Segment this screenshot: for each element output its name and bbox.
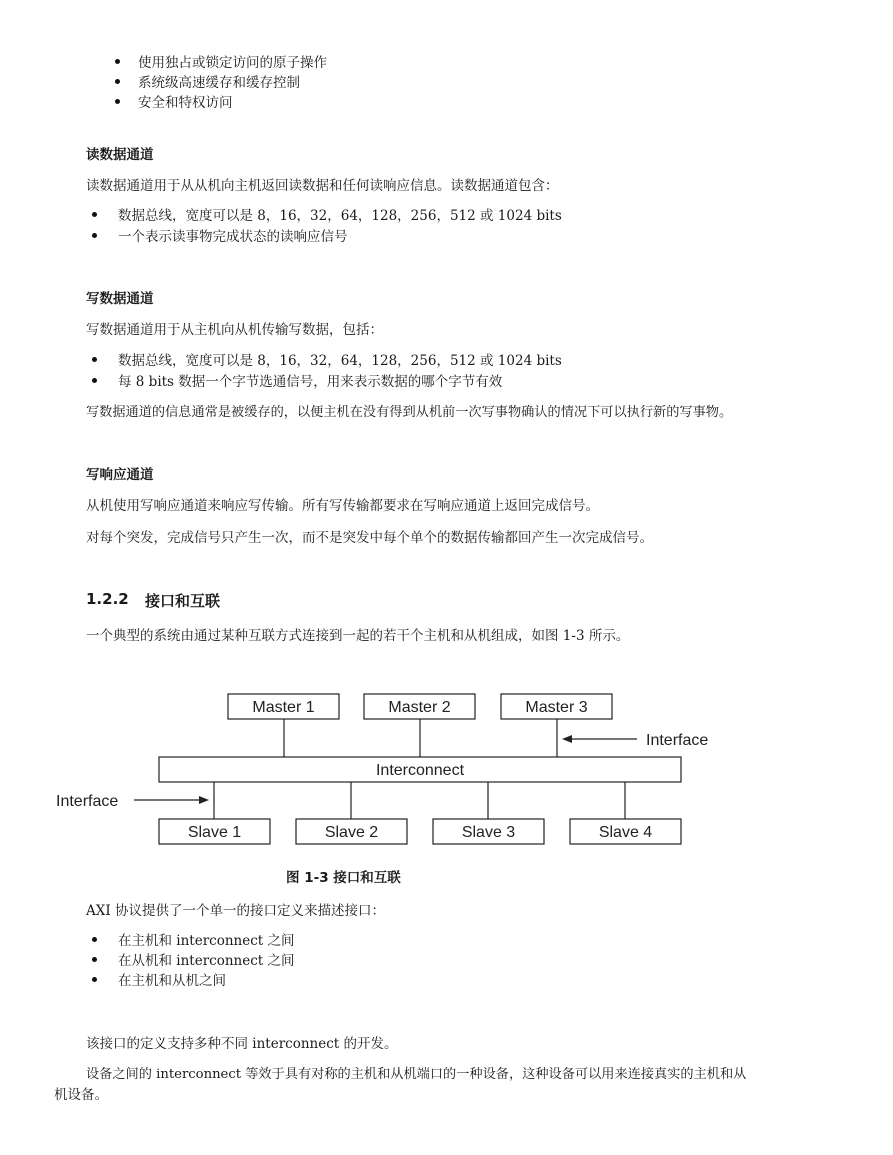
master-3-node: [501, 694, 612, 719]
axi-para1: 该接口的定义支持多种不同 interconnect 的开发。: [86, 1036, 398, 1052]
list-item: 在主机和从机之间: [118, 973, 226, 989]
axi-para2-line2: 机设备。: [54, 1087, 108, 1103]
list-item: 数据总线，宽度可以是 8，16，32，64，128，256，512 或 1024 bits: [118, 353, 562, 369]
slave-3-label: Slave 3: [461, 824, 516, 841]
slave-4-node: [570, 819, 681, 844]
section-title: 接口和互联: [145, 592, 221, 610]
interconnect-label: Interconnect: [375, 762, 465, 779]
read-channel-intro: 读数据通道用于从从机向主机返回读数据和任何读响应信息。读数据通道包含：: [86, 178, 559, 194]
write-channel-note: 写数据通道的信息通常是被缓存的，以便主机在没有得到从机前一次写事物确认的情况下可以执行新的写事物。: [86, 405, 733, 420]
interface-label-left: Interface: [56, 793, 119, 810]
section-number: 1.2.2: [86, 590, 129, 608]
write-channel-intro: 写数据通道用于从主机向从机传输写数据，包括：: [86, 322, 383, 338]
response-channel-para2: 对每个突发，完成信号只产生一次，而不是突发中每个单个的数据传输都回产生一次完成信号。: [86, 530, 653, 546]
slave-1-node: [159, 819, 270, 844]
list-item: 安全和特权访问: [138, 95, 233, 111]
slave-2-node: [296, 819, 407, 844]
list-item: 在主机和 interconnect 之间: [118, 933, 295, 949]
bullet-dot: [92, 977, 97, 982]
section-intro: 一个典型的系统由通过某种互联方式连接到一起的若干个主机和从机组成，如图 1-3 所示。: [86, 628, 630, 644]
master-1-label: Master 1: [252, 699, 315, 716]
list-item: 系统级高速缓存和缓存控制: [138, 75, 300, 91]
slave-3-node: [433, 819, 544, 844]
interface-label-right: Interface: [646, 732, 709, 749]
read-channel-heading: 读数据通道: [86, 147, 154, 163]
bullet-dot: [92, 937, 97, 942]
interconnect-bar: [159, 757, 681, 782]
list-item: 每 8 bits 数据一个字节选通信号，用来表示数据的哪个字节有效: [118, 374, 503, 390]
list-item: 使用独占或锁定访问的原子操作: [138, 55, 327, 71]
response-channel-para1: 从机使用写响应通道来响应写传输。所有写传输都要求在写响应通道上返回完成信号。: [86, 498, 599, 514]
response-channel-heading: 写响应通道: [86, 467, 154, 483]
interface-arrow-right: [562, 735, 637, 743]
master-1-node: [228, 694, 339, 719]
list-item: 一个表示读事物完成状态的读响应信号: [118, 229, 348, 245]
bullet-dot: [92, 957, 97, 962]
master-2-node: [364, 694, 475, 719]
master-2-label: Master 2: [388, 699, 451, 716]
master-3-label: Master 3: [525, 699, 588, 716]
slave-4-label: Slave 4: [598, 824, 653, 841]
interface-arrow-left: [134, 796, 209, 804]
list-item: 数据总线，宽度可以是 8，16，32，64，128，256，512 或 1024 bits: [118, 208, 562, 224]
axi-para2-line1: 设备之间的 interconnect 等效于具有对称的主机和从机端口的一种设备，这种设备可以用来连接真实的主机和从: [86, 1067, 747, 1082]
write-channel-heading: 写数据通道: [86, 291, 154, 307]
list-item: 在从机和 interconnect 之间: [118, 953, 295, 969]
figure-caption: 图 1-3 接口和互联: [286, 870, 401, 886]
axi-intro: AXI 协议提供了一个单一的接口定义来描述接口：: [86, 903, 385, 919]
slave-1-label: Slave 1: [187, 824, 242, 841]
slave-2-label: Slave 2: [324, 824, 379, 841]
